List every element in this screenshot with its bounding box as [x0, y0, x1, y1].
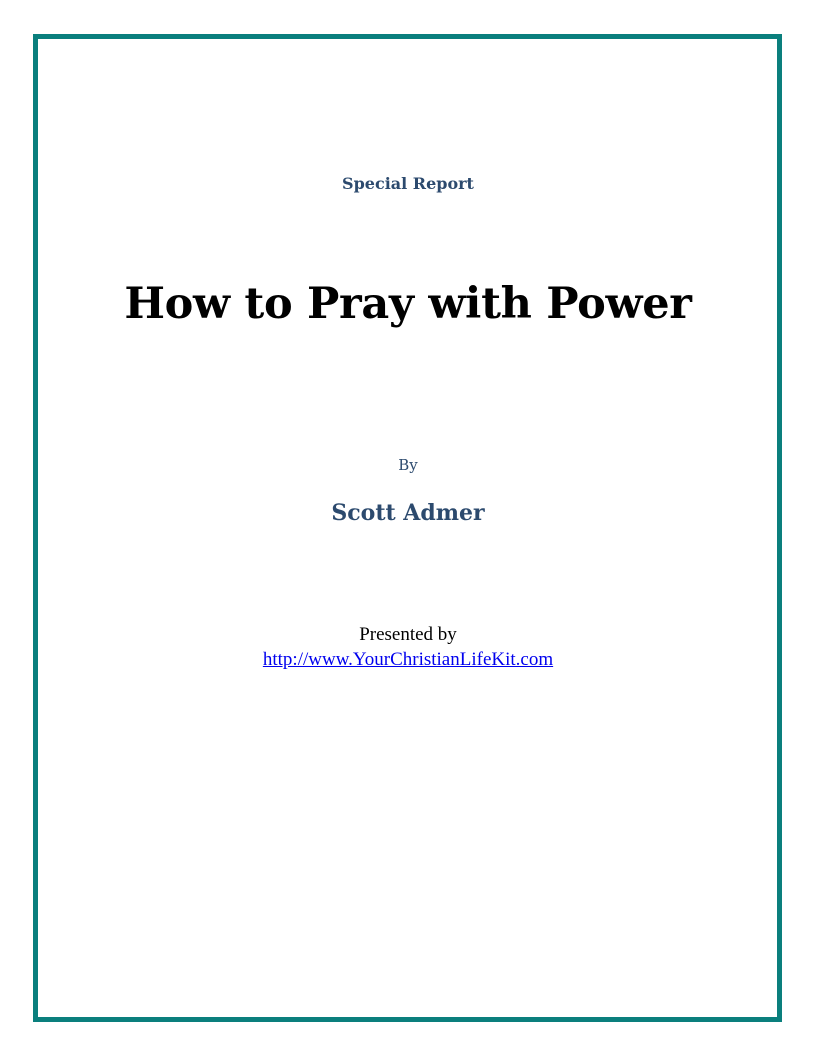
document-title: How to Pray with Power	[124, 279, 692, 329]
byline-prefix: By	[398, 456, 418, 474]
author-name: Scott Admer	[331, 500, 485, 526]
website-link[interactable]: http://www.YourChristianLifeKit.com	[262, 649, 554, 670]
website-link-wrapper	[0, 649, 816, 671]
presented-by-label: Presented by	[359, 624, 457, 645]
report-label: Special Report	[342, 174, 474, 193]
